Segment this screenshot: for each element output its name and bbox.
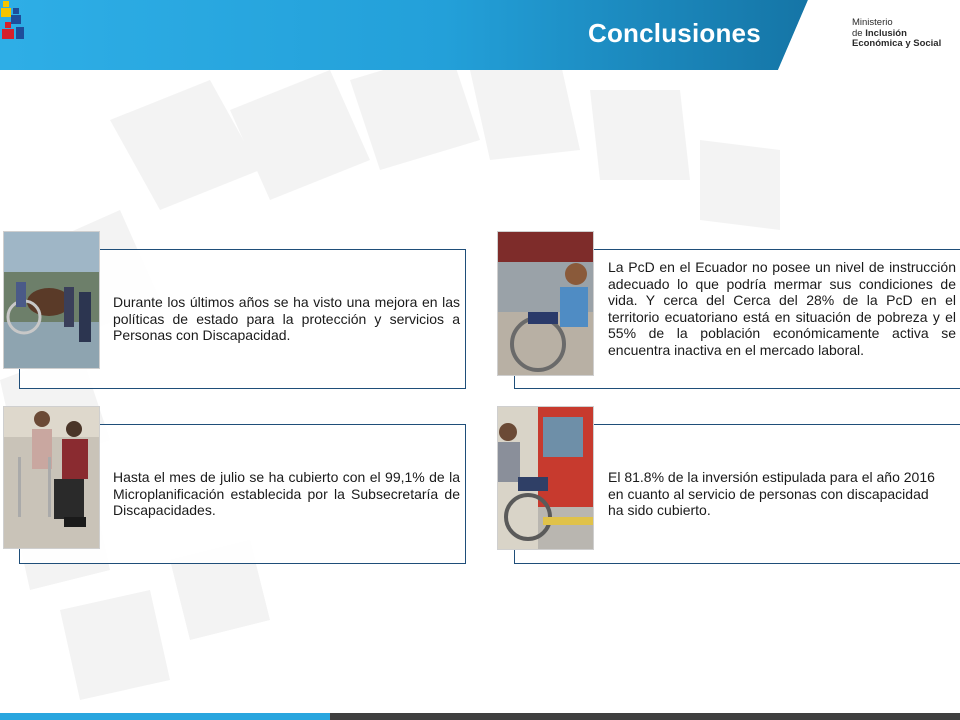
page-title: Conclusiones	[588, 18, 761, 48]
photo-people-crossing-river-with-wheelchair	[4, 232, 99, 368]
ministry-logo-text	[852, 18, 941, 50]
conclusion-text-4: El 81.8% de la inversión estipulada para el año 2016 en cuanto al servicio de personas con discapacidad ha sido cubierto.	[608, 469, 935, 518]
photo-man-in-wheelchair	[498, 232, 593, 375]
footer-bar-blue	[0, 713, 330, 720]
ministry-logo-icon	[0, 0, 28, 42]
photo-walkers	[3, 406, 100, 549]
photo-elderly-people-with-walkers	[4, 407, 99, 548]
photo-wheelchair-man	[497, 231, 594, 376]
photo-man-wheelchair-bus-ramp	[498, 407, 593, 549]
logo-line-2: de Inclusión	[852, 27, 907, 39]
header-background	[0, 0, 960, 70]
conclusion-text-2: La PcD en el Ecuador no posee un nivel de instrucción adecuado lo que podría mermar sus condiciones de vida. Y cerca del Cerca del 28% de la PcD en el territorio ecuatoriano está en situación de pobreza y el 55% de la población económicamente activa se encuentra inactiva en el mercado laboral.	[608, 259, 956, 358]
footer-bar-dark	[320, 713, 960, 720]
logo-line-3: Económica y Social	[852, 38, 942, 49]
conclusion-text-1: Durante los últimos años se ha visto una mejora en las políticas de estado para la protección y servicios a Personas con Discapacidad.	[113, 294, 460, 343]
photo-river-crossing	[3, 231, 100, 369]
photo-bus-ramp	[497, 406, 594, 550]
logo-line-1: Ministerio	[852, 17, 893, 28]
header-bar	[0, 0, 960, 70]
conclusion-text-3: Hasta el mes de julio se ha cubierto con el 99,1% de la Microplanificación establecida por la Subsecretaría de Discapacidades.	[113, 469, 460, 518]
